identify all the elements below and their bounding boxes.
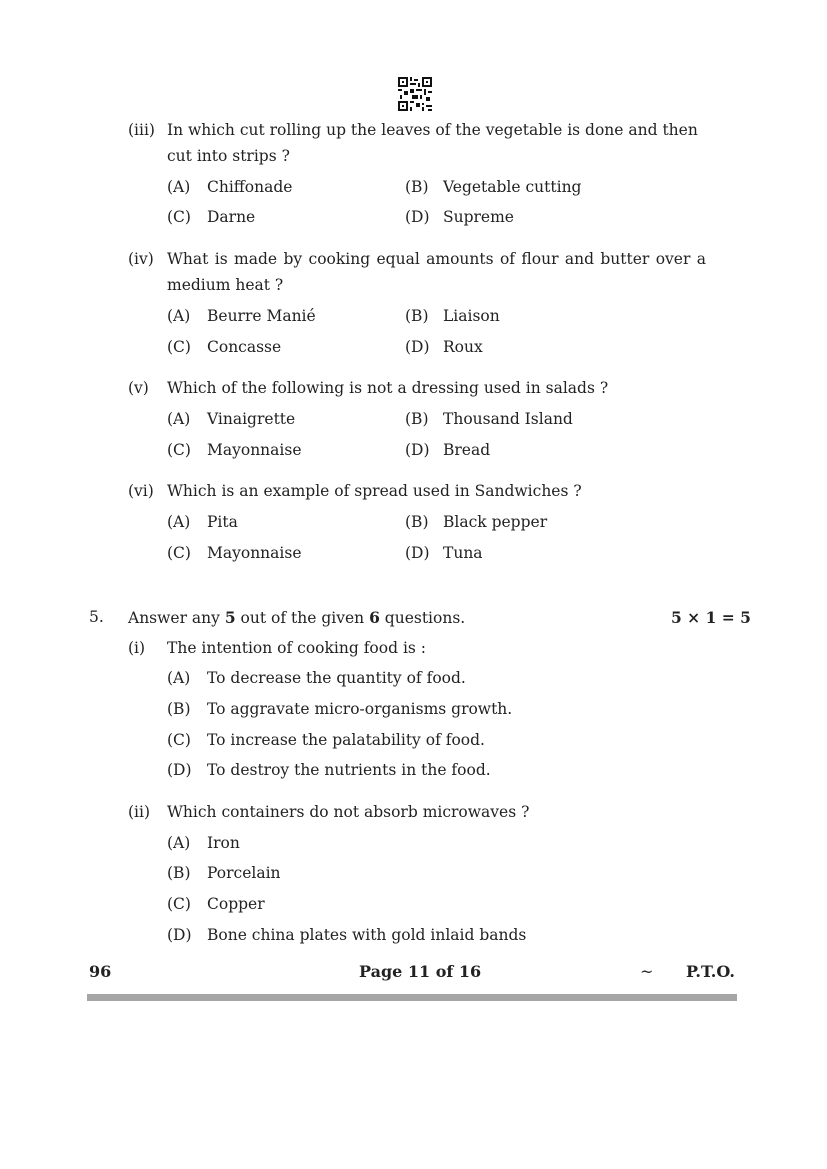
option-label: (C) (167, 731, 191, 749)
question-text: Which of the following is not a dressing used in salads ? (167, 379, 609, 397)
question-text: In which cut rolling up the leaves of the vegetable is done and then cut into strips ? (167, 121, 698, 165)
option-text: Roux (443, 338, 483, 356)
qr-code-icon (398, 77, 432, 111)
option-text: Bone china plates with gold inlaid bands (207, 926, 527, 944)
option-text: Concasse (207, 338, 282, 356)
option-label: (C) (167, 441, 191, 459)
option-text: Mayonnaise (207, 544, 302, 562)
question-number: (iii) (128, 121, 155, 139)
option-text: Tuna (443, 544, 483, 562)
page-number: Page 11 of 16 (359, 962, 482, 981)
option-text: Bread (443, 441, 491, 459)
tilde-mark: ~ (640, 962, 654, 981)
question-number: (i) (128, 639, 146, 657)
question-text: Which containers do not absorb microwaves ? (167, 803, 530, 821)
option-label: (B) (405, 410, 429, 428)
question-number: (ii) (128, 803, 151, 821)
option-label: (C) (167, 338, 191, 356)
option-text: Pita (207, 513, 238, 531)
option-label: (A) (167, 513, 191, 531)
option-label: (B) (167, 864, 191, 882)
question-text: What is made by cooking equal amounts of flour and butter over a medium heat ? (167, 250, 706, 294)
marks-allocation: 5 × 1 = 5 (671, 608, 751, 627)
option-label: (D) (405, 208, 430, 226)
question-number: (iv) (128, 250, 154, 268)
option-text: Mayonnaise (207, 441, 302, 459)
option-label: (D) (167, 926, 192, 944)
option-text: Supreme (443, 208, 514, 226)
option-text: Thousand Island (443, 410, 573, 428)
option-label: (A) (167, 307, 191, 325)
question-text: Which is an example of spread used in Sandwiches ? (167, 482, 582, 500)
option-label: (B) (167, 700, 191, 718)
option-label: (C) (167, 208, 191, 226)
option-text: Darne (207, 208, 256, 226)
option-text: To destroy the nutrients in the food. (207, 761, 491, 779)
option-text: To increase the palatability of food. (207, 731, 485, 749)
question-text: The intention of cooking food is : (167, 639, 427, 657)
option-label: (A) (167, 410, 191, 428)
option-label: (D) (405, 338, 430, 356)
option-label: (D) (167, 761, 192, 779)
option-label: (B) (405, 178, 429, 196)
question-instruction: Answer any 5 out of the given 6 questions. (128, 608, 466, 627)
option-text: Black pepper (443, 513, 548, 531)
option-label: (D) (405, 544, 430, 562)
option-text: Copper (207, 895, 265, 913)
question-number: (v) (128, 379, 149, 397)
option-label: (A) (167, 834, 191, 852)
option-label: (A) (167, 669, 191, 687)
option-text: To aggravate micro-organisms growth. (207, 700, 513, 718)
option-label: (C) (167, 544, 191, 562)
option-text: To decrease the quantity of food. (207, 669, 466, 687)
option-text: Chiffonade (207, 178, 293, 196)
question-number: (vi) (128, 482, 154, 500)
pto-label: P.T.O. (686, 962, 735, 981)
question-number: 5. (89, 608, 104, 626)
footer-divider (87, 994, 737, 1001)
option-label: (A) (167, 178, 191, 196)
option-label: (B) (405, 513, 429, 531)
option-text: Beurre Manié (207, 307, 316, 325)
option-label: (C) (167, 895, 191, 913)
option-text: Porcelain (207, 864, 281, 882)
paper-code: 96 (89, 962, 112, 981)
option-label: (D) (405, 441, 430, 459)
option-text: Iron (207, 834, 240, 852)
option-text: Vinaigrette (207, 410, 296, 428)
option-label: (B) (405, 307, 429, 325)
option-text: Liaison (443, 307, 500, 325)
option-text: Vegetable cutting (443, 178, 582, 196)
